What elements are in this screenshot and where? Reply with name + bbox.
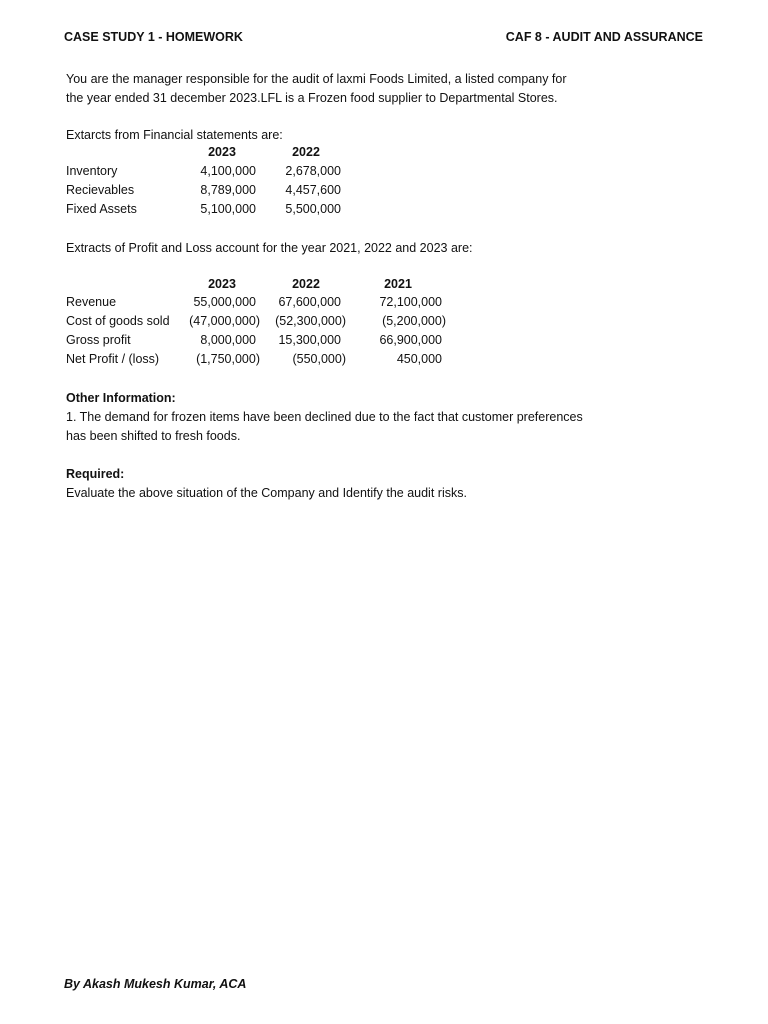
pl-cell: (47,000,000) [189,314,260,328]
fs-row-label: Recievables [66,183,135,197]
fs-col-2023: 2023 [208,145,236,159]
pl-cell: (5,200,000) [382,314,446,328]
intro-line-1: You are the manager responsible for the audit of laxmi Foods Limited, a listed company for [66,72,567,86]
pl-cell: 15,300,000 [278,333,341,347]
author-footer: By Akash Mukesh Kumar, ACA [64,977,247,991]
fs-cell: 5,500,000 [285,202,341,216]
required-heading: Required: [66,467,125,481]
pl-cell: 450,000 [396,352,442,366]
fs-extract-heading: Extarcts from Financial statements are: [66,128,283,142]
pl-cell: (52,300,000) [275,314,346,328]
pl-cell: 8,000,000 [200,333,256,347]
intro-line-2: the year ended 31 december 2023.LFL is a Frozen food supplier to Departmental Stores. [66,91,558,105]
pl-cell: (550,000) [292,352,346,366]
fs-cell: 4,457,600 [285,183,341,197]
pl-cell: (1,750,000) [196,352,260,366]
header-left-title: CASE STUDY 1 - HOMEWORK [64,30,243,44]
pl-row-label: Gross profit [66,333,131,347]
other-info-heading: Other Information: [66,391,176,405]
required-text: Evaluate the above situation of the Company and Identify the audit risks. [66,486,467,500]
fs-row-label: Inventory [66,164,118,178]
pl-row-label: Net Profit / (loss) [66,352,160,366]
pl-row-label: Revenue [66,295,117,309]
pl-col-2021: 2021 [384,277,412,291]
pl-col-2022: 2022 [292,277,320,291]
header-right-title: CAF 8 - AUDIT AND ASSURANCE [505,30,703,44]
fs-col-2022: 2022 [292,145,320,159]
fs-row-label: Fixed Assets [66,202,137,216]
pl-cell: 72,100,000 [379,295,442,309]
fs-cell: 8,789,000 [200,183,256,197]
pl-cell: 66,900,000 [379,333,442,347]
fs-cell: 5,100,000 [200,202,256,216]
pl-row-label: Cost of goods sold [66,314,170,328]
other-info-line-2: has been shifted to fresh foods. [66,429,241,443]
pl-extract-heading: Extracts of Profit and Loss account for the year 2021, 2022 and 2023 are: [66,241,473,255]
pl-col-2023: 2023 [208,277,236,291]
other-info-line-1: 1. The demand for frozen items have been declined due to the fact that customer preferences [66,410,583,424]
fs-cell: 4,100,000 [200,164,256,178]
pl-cell: 55,000,000 [193,295,256,309]
fs-cell: 2,678,000 [285,164,341,178]
pl-cell: 67,600,000 [278,295,341,309]
